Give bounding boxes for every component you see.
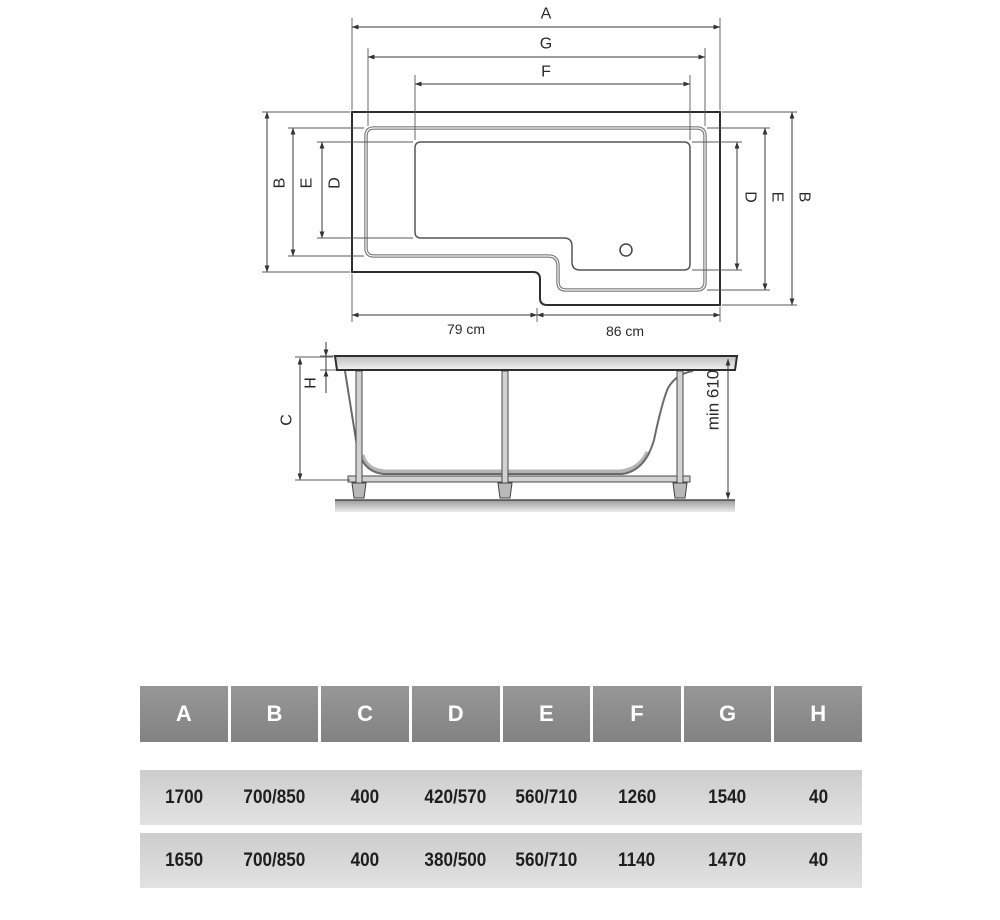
table-header-row [140, 686, 862, 742]
frame-post-right [677, 371, 683, 483]
frame-foot-left [352, 483, 366, 498]
tub-outer-outline [352, 112, 720, 305]
row-2-f-value: 1140 [618, 849, 656, 871]
row-1-b-value: 700/850 [243, 786, 306, 808]
length-label-left: 79 cm [446, 321, 486, 337]
row-2-h-value: 40 [808, 849, 828, 871]
table-cell [593, 833, 681, 888]
dimension-label-c: C [278, 414, 296, 426]
drain-hole [620, 244, 632, 256]
frame-foot-right [673, 483, 687, 498]
dimension-label-d-right: D [741, 191, 759, 203]
table-cell [231, 833, 319, 888]
side-view [279, 342, 738, 512]
table-cell [593, 770, 681, 825]
table-cell [503, 833, 591, 888]
frame-post-left [356, 371, 362, 483]
row-1-e-value: 560/710 [515, 786, 578, 808]
floor [335, 500, 735, 512]
dimension-label-d-left: D [326, 177, 344, 189]
table-header-h: H [774, 686, 862, 742]
table-header-a: A [140, 686, 228, 742]
row-1-d-value: 420/570 [424, 786, 487, 808]
row-2-g-value: 1470 [708, 849, 747, 871]
plan-view [262, 6, 813, 340]
dimension-label-g: G [539, 35, 553, 53]
frame-foot-middle [498, 483, 512, 498]
table-header-e: E [503, 686, 591, 742]
row-2-e-value: 560/710 [515, 849, 578, 871]
row-1-g-value: 1540 [708, 786, 747, 808]
table-header-g: G [684, 686, 772, 742]
table-header-b: B [231, 686, 319, 742]
table-cell [321, 833, 409, 888]
table-cell [684, 833, 772, 888]
row-1-f-value: 1260 [617, 786, 656, 808]
row-1-a-value: 1700 [164, 786, 203, 808]
length-label-right: 86 cm [605, 323, 645, 339]
row-2-c-value: 400 [350, 849, 380, 871]
dimension-label-min-height: min 610 [703, 369, 723, 431]
dimension-label-e-right: E [768, 191, 786, 203]
frame-post-middle [502, 371, 508, 483]
table-header-c: C [321, 686, 409, 742]
table-row-1 [140, 770, 862, 825]
table-cell [412, 770, 500, 825]
table-cell [140, 770, 228, 825]
dimension-label-b-right: B [795, 191, 813, 203]
tub-body-outline [345, 371, 693, 474]
row-1-c-value: 400 [350, 786, 380, 808]
table-cell [140, 833, 228, 888]
table-cell [503, 770, 591, 825]
table-header-d: D [412, 686, 500, 742]
table-cell [412, 833, 500, 888]
dimension-label-h: H [302, 377, 320, 389]
table-cell [321, 770, 409, 825]
row-2-a-value: 1650 [164, 849, 203, 871]
row-2-d-value: 380/500 [424, 849, 487, 871]
row-1-h-value: 40 [808, 786, 828, 808]
table-row-2 [140, 833, 862, 888]
table-cell [231, 770, 319, 825]
table-cell [684, 770, 772, 825]
tub-rim-side [335, 356, 737, 370]
dimension-label-f: F [541, 63, 551, 81]
table-cell [774, 770, 862, 825]
row-2-b-value: 700/850 [243, 849, 306, 871]
dimension-label-a: A [540, 5, 552, 23]
table-header-f: F [593, 686, 681, 742]
frame-base-bar [348, 476, 690, 482]
dimension-label-e-left: E [298, 177, 316, 189]
table-cell [774, 833, 862, 888]
dimension-label-b-left: B [271, 177, 289, 189]
